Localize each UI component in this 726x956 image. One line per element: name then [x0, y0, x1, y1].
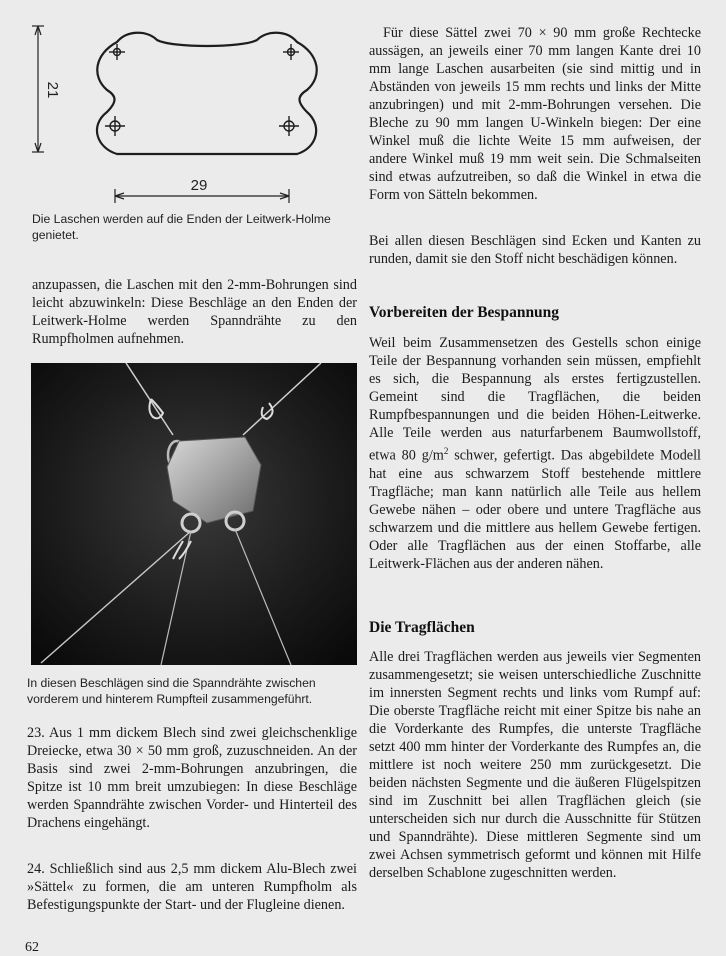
height-dimension — [32, 26, 44, 152]
page-number: 62 — [25, 940, 39, 955]
bracket-plate — [97, 33, 317, 154]
right-paragraph-3-part-a: Weil beim Zusammensetzen des Gestells schon einige Teile der Bespannung vorhanden sein müssen, empfiehlt es sich, die Bespannung als erstes fertigzustellen. Gemeint sind die Tragflächen, die beiden Rumpfbespannungen und die beiden Höhen-Leitwerke. Alle Teile werden aus naturfarbenem Baumwollstoff, etwa 80 g/m — [369, 335, 701, 464]
width-dimension-label: 29 — [190, 177, 208, 194]
right-column — [369, 0, 701, 953]
right-paragraph-1: Für diese Sättel zwei 70 × 90 mm große Rechtecke aussägen, an jeweils einer 70 mm langen Kante drei 10 mm lange Laschen ausarbeiten (sie sind mittig und in Abständen von jeweils 15 mm rechts und links der Mitte anzubringen) und mit 2-mm-Bohrungen versehen. Die Bleche zu 90 mm langen U-Winkeln biegen: Der eine Winkel muß die lichte Weite 15 mm aufweisen, der andere Winkel muß 19 mm weit sein. Die Schmalseiten sind etwas aufzutreiben, so daß die Winkel in etwa die Form von Sätteln bekommen. — [369, 25, 701, 203]
right-paragraph-4: Alle drei Tragflächen werden aus jeweils vier Segmenten zusammengesetzt; sie weisen unterschiedliche Zuschnitte im innersten Segment rechts und links vom Rumpf auf: Die oberste Tragfläche reicht mit einer Spitze bis nahe an die Vorderkante des Rumpfes, die unterste Tragfläche setzt 400 mm hinter der Vorderkante des Rumpfes an, die mittlere ist noch weitere 250 mm zurückgesetzt. Die beiden nächsten Segmente und die äußeren Flügelspitzen sind im Zuschnitt bei allen Tragflächen gleich (sie unterscheiden sich nur durch die Ausschnitte für Stützen und Spanndrähte). Diese mittleren Segmente sind um zwei Achsen symmetrisch geformt und können mit Hilfe derselben Schablone zugeschnitten werden. — [369, 649, 701, 881]
left-paragraph-24: 24. Schließlich sind aus 2,5 mm dickem Alu-Blech zwei »Sättel« zu formen, die am unteren Rumpfholm als Befestigungspunkte der Start- und der Flugleine dienen. — [27, 861, 357, 913]
photo-caption: In diesen Beschlägen sind die Spanndrähte zwischen vorderem und hinterem Rumpfteil zusammengeführt. — [27, 676, 316, 706]
right-paragraph-2: Bei allen diesen Beschlägen sind Ecken und Kanten zu runden, damit sie den Stoff nicht beschädigen können. — [369, 233, 701, 267]
section-heading-bespannung: Vorbereiten der Bespannung — [369, 304, 560, 321]
left-column — [27, 0, 357, 953]
superscript-2: 2 — [443, 446, 449, 456]
right-paragraph-3 — [369, 334, 701, 573]
photo-image — [31, 363, 357, 665]
right-paragraph-3-part-b: schwer, gefertigt. Das abgebildete Modell hat eine aus schwarzem Stoff bestehende mittlere Tragfläche; man kann natürlich alle Teile aus hellem Gewebe nähen – oder obere und untere Tragfläche aus schwarzem und die mittlere aus hellem Gewebe fertigen. Oder alle Tragflächen aus der einen Stoffarbe, alle Leitwerk-Flächen aus der anderen nähen. — [369, 447, 701, 572]
height-dimension-label: 21 — [44, 81, 61, 99]
section-heading-tragflaechen: Die Tragflächen — [369, 619, 475, 636]
rivet-holes — [105, 44, 299, 136]
left-paragraph-23: 23. Aus 1 mm dickem Blech sind zwei gleichschenklige Dreiecke, etwa 30 × 50 mm groß, zuzuschneiden. An der Basis sind zwei 2-mm-Bohrungen anzubringen, die Spitze ist 10 mm breit umzubiegen: In diese Beschläge werden Spanndrähte zwischen Vorder- und Hinterteil des Drachens eingehängt. — [27, 725, 357, 831]
figure-caption: Die Laschen werden auf die Enden der Leitwerk-Holme genietet. — [32, 212, 331, 242]
bracket-drawing — [27, 20, 357, 220]
photo-fitting — [31, 363, 357, 665]
left-paragraph-1: anzupassen, die Laschen mit den 2-mm-Bohrungen sind leicht abzuwinkeln: Diese Beschläge an den Enden der Leitwerk-Holme werden Spanndrähte zu den Rumpfholmen aufnehmen. — [32, 277, 357, 347]
